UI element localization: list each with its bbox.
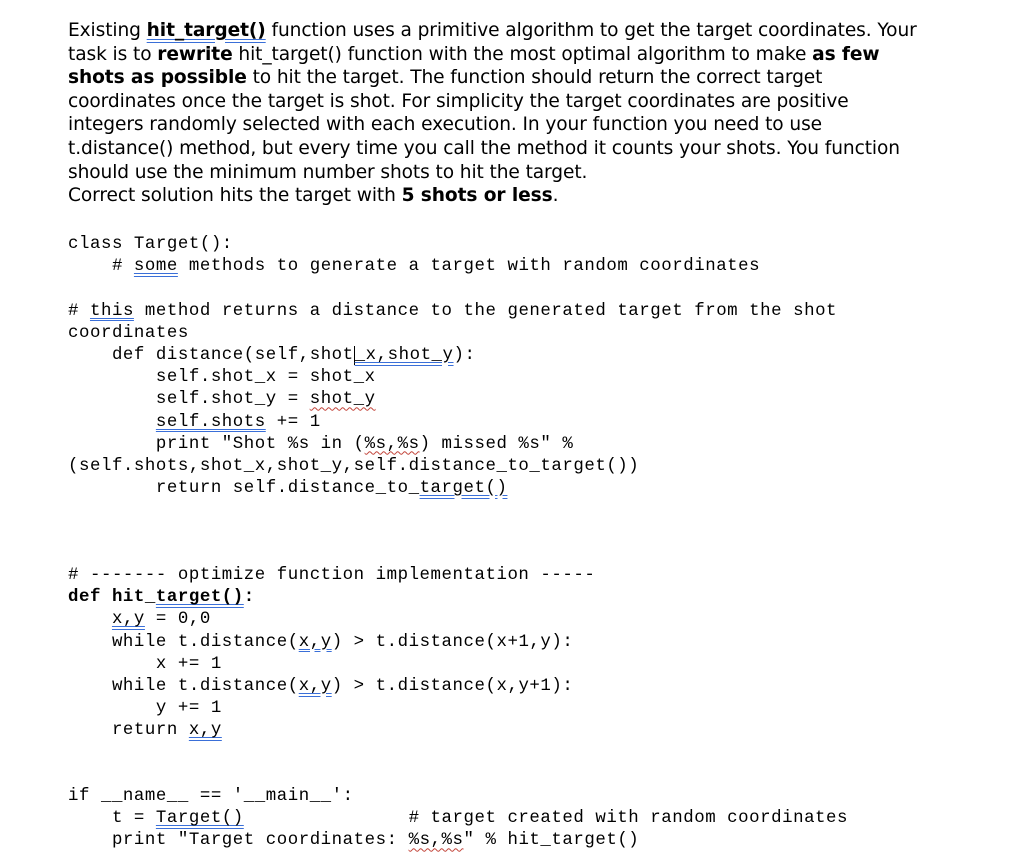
- code-text: def distance(self,: [68, 345, 310, 365]
- code-line: if __name__ == '__main__':: [68, 787, 354, 806]
- text: Correct solution hits the target with: [68, 185, 402, 207]
- hit-target-bold: hit_target(): [146, 20, 266, 41]
- intro-line-7: should use the minimum number shots to hit the target.: [68, 161, 588, 183]
- text: task is to: [68, 43, 158, 65]
- code-text: ) missed %s" %: [419, 434, 574, 454]
- code-text: print "Target coordinates:: [68, 831, 409, 851]
- intro-line-8: [68, 184, 998, 208]
- code-text: [68, 413, 156, 432]
- code-text: methods to generate a target with random coordinates: [177, 257, 761, 277]
- main-code-block: [68, 786, 1008, 853]
- text: .: [552, 185, 559, 207]
- intro-line-3: [68, 66, 998, 90]
- code-line: [68, 676, 1008, 698]
- text: hit_target() function with the most optimal algorithm to make: [232, 43, 813, 65]
- code-text: ) > t.distance(x,y+1):: [331, 676, 574, 696]
- code-text: target(): [155, 588, 244, 608]
- code-line: [68, 434, 1008, 456]
- code-text: x,y: [298, 632, 332, 652]
- rewrite-bold: rewrite: [157, 43, 233, 65]
- code-text: print "Shot %s in (: [68, 434, 365, 454]
- code-line: x += 1: [68, 654, 222, 674]
- code-line: [68, 632, 1008, 654]
- text: function uses a primitive algorithm to get the target coordinates. Your: [265, 20, 917, 41]
- code-text: while t.distance(: [68, 632, 299, 652]
- intro-line-4: coordinates once the target is shot. For simplicity the target coordinates are positive: [68, 90, 849, 112]
- code-line-blank: [68, 278, 1008, 300]
- code-line: self.shot_x = shot_x: [68, 368, 376, 388]
- problem-description: [68, 19, 998, 208]
- code-text: self.shot_y =: [68, 390, 310, 410]
- code-line: [68, 256, 1008, 278]
- code-text: += 1: [265, 412, 321, 432]
- code-text: # target created with random coordinates: [243, 809, 849, 829]
- code-text: some: [133, 257, 178, 277]
- code-text: ):: [453, 345, 476, 365]
- code-text: def hit_: [68, 588, 156, 608]
- code-text: [68, 610, 112, 629]
- code-text: = 0,0: [144, 610, 211, 630]
- code-line: (self.shots,shot_x,shot_y,self.distance_to_target()): [68, 456, 640, 476]
- code-text: x,y: [298, 676, 332, 696]
- intro-line-2: [68, 43, 998, 67]
- intro-line-1: [68, 19, 998, 43]
- as-few-bold: as few: [812, 43, 880, 65]
- code-line: [68, 609, 1008, 631]
- code-text: return self.distance_to_: [68, 479, 420, 499]
- code-text: method returns a distance to the generated target from the shot: [133, 301, 838, 321]
- code-line: [68, 587, 1008, 609]
- code-text: x,y: [111, 610, 145, 630]
- code-line: [68, 345, 1008, 367]
- code-line: [68, 412, 1008, 434]
- code-text: self.shots: [155, 412, 266, 432]
- intro-line-6: t.distance() method, but every time you call the method it counts your shots. You function: [68, 137, 900, 159]
- code-text: :: [243, 588, 255, 608]
- code-text: Target(): [155, 809, 244, 829]
- code-text: _x,shot_y: [354, 345, 454, 365]
- code-text: while t.distance(: [68, 676, 299, 696]
- code-line: [68, 301, 1008, 323]
- code-text: shot: [309, 345, 354, 365]
- code-text: shot_y: [309, 390, 376, 410]
- code-line: class Target():: [68, 235, 233, 254]
- code-text: return: [68, 721, 189, 741]
- text: to hit the target. The function should return the correct target: [246, 67, 823, 89]
- code-text: #: [68, 257, 134, 277]
- code-line: y += 1: [68, 699, 222, 719]
- code-text: " % hit_target(): [463, 831, 640, 851]
- code-text: target(): [419, 479, 508, 499]
- code-text: #: [68, 301, 90, 321]
- code-text: this: [89, 301, 134, 321]
- code-line: [68, 808, 1008, 830]
- target-class-code-block: [68, 234, 1008, 500]
- code-line: coordinates: [68, 323, 189, 343]
- code-line: [68, 389, 1008, 411]
- code-line: [68, 478, 1008, 500]
- code-text: x,y: [188, 721, 222, 741]
- shots-bold: shots as possible: [68, 67, 247, 89]
- code-line: # ------- optimize function implementation -----: [68, 566, 596, 585]
- code-text: t =: [68, 809, 156, 829]
- code-line: [68, 830, 1008, 852]
- code-text: %s,%s: [364, 434, 420, 454]
- intro-line-5: integers randomly selected with each execution. In your function you need to use: [68, 114, 822, 136]
- code-text: ) > t.distance(x+1,y):: [331, 632, 574, 652]
- code-text: %s,%s: [408, 831, 464, 851]
- five-shots-bold: 5 shots or less: [401, 185, 553, 207]
- code-line: [68, 720, 1008, 742]
- hit-target-code-block: [68, 565, 1008, 743]
- text: Existing: [68, 20, 147, 41]
